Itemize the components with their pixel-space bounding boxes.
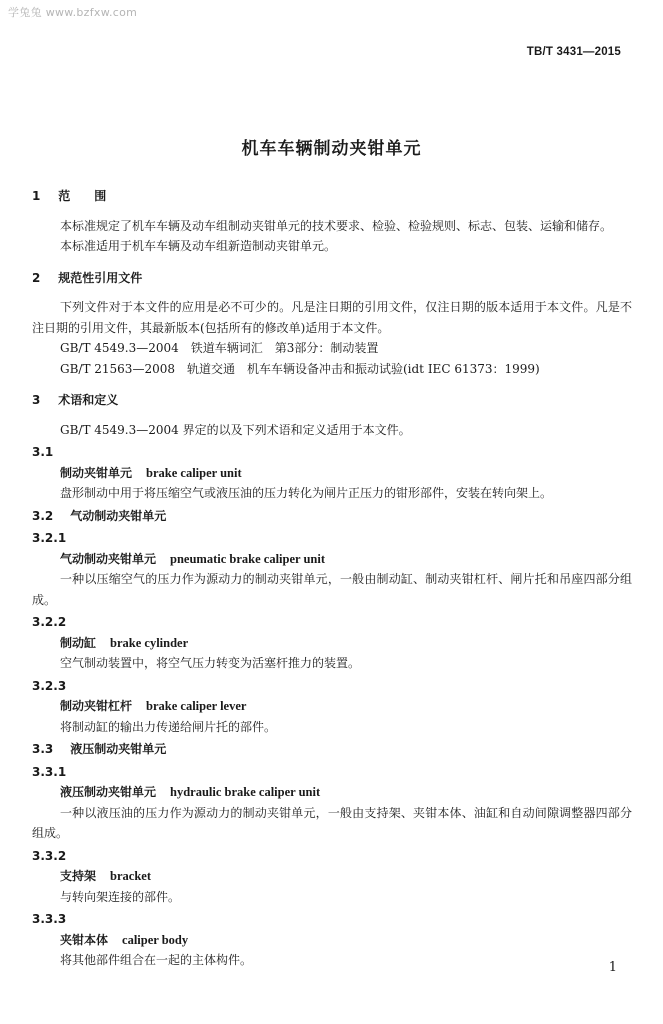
- term-name-en: caliper body: [122, 932, 189, 947]
- section-heading-scope: [32, 186, 632, 207]
- paragraph: 下列文件对于本文件的应用是必不可少的。凡是注日期的引用文件，仅注日期的版本适用于本文件。凡是不注日期的引用文件，其最新版本(包括所有的修改单)适用于本文件。: [32, 300, 632, 335]
- term-name: [32, 866, 632, 887]
- page-number: 1: [608, 960, 617, 975]
- section-number: 3: [32, 393, 41, 407]
- section-title: 术语和定义: [58, 393, 119, 407]
- term-name: [32, 463, 632, 484]
- term-definition: 将其他部件组合在一起的主体构件。: [60, 953, 253, 967]
- term-name-en: hydraulic brake caliper unit: [170, 785, 321, 799]
- paragraph: 本标准适用于机车车辆及动车组新造制动夹钳单元。: [60, 239, 337, 253]
- standard-code: TB/T 3431—2015: [526, 46, 621, 58]
- section-title: 范 围: [58, 189, 107, 203]
- term-name-zh: 制动缸: [60, 635, 97, 650]
- term-definition: 盘形制动中用于将压缩空气或液压油的压力转化为闸片正压力的钳形部件，安装在转向架上。: [60, 486, 553, 500]
- paragraph: 本标准规定了机车车辆及动车组制动夹钳单元的技术要求、检验、检验规则、标志、包装、运输和储存。: [60, 218, 613, 233]
- term-name-zh: 夹钳本体: [60, 932, 109, 947]
- paragraph: GB/T 4549.3—2004 界定的以及下列术语和定义适用于本文件。: [60, 422, 411, 437]
- page-title: 机车车辆制动夹钳单元: [241, 139, 422, 159]
- reference-item: GB/T 21563—2008 轨道交通 机车车辆设备冲击和振动试验(idt IEC 61373：1999): [60, 361, 540, 376]
- term-name-zh: 支持架: [60, 869, 97, 883]
- term-definition: 空气制动装置中，将空气压力转变为活塞杆推力的装置。: [60, 656, 361, 670]
- term-number: 3.3.3: [32, 912, 67, 926]
- term-definition: 与转向架连接的部件。: [60, 889, 181, 904]
- term-name-en: brake cylinder: [110, 635, 189, 650]
- term-number: 3.3.2: [32, 848, 67, 863]
- subsection-title: 液压制动夹钳单元: [70, 742, 167, 756]
- term-number: 3.1: [32, 445, 54, 459]
- term-name: [32, 782, 632, 803]
- term-name-en: pneumatic brake caliper unit: [170, 551, 325, 566]
- term-name-zh: 制动夹钳单元: [60, 465, 133, 480]
- term-name-zh: 液压制动夹钳单元: [60, 785, 157, 799]
- term-number: 3.2.3: [32, 678, 67, 693]
- subsection-number: 3.3: [32, 742, 54, 756]
- subsection-heading: [32, 739, 632, 760]
- term-number: 3.3.1: [32, 764, 67, 779]
- section-heading-normative-references: [32, 268, 632, 289]
- document-body: [32, 186, 632, 971]
- term-name: [32, 696, 632, 717]
- term-definition: 一种以压缩空气的压力作为源动力的制动夹钳单元，一般由制动缸、制动夹钳杠杆、闸片托和吊座四部分组成。: [32, 572, 632, 607]
- reference-item: GB/T 4549.3—2004 铁道车辆词汇 第3部分：制动装置: [60, 341, 379, 355]
- term-name-en: brake caliper unit: [146, 465, 242, 480]
- subsection-number: 3.2: [32, 508, 54, 523]
- subsection-heading: [32, 506, 632, 527]
- term-name-zh: 气动制动夹钳单元: [60, 551, 157, 566]
- term-name: [32, 549, 632, 570]
- term-number: 3.2.2: [32, 615, 67, 629]
- term-name-zh: 制动夹钳杠杆: [60, 699, 133, 713]
- subsection-title: 气动制动夹钳单元: [70, 508, 167, 523]
- term-definition: 将制动缸的输出力传递给闸片托的部件。: [60, 719, 277, 734]
- term-definition: 一种以液压油的压力作为源动力的制动夹钳单元，一般由支持架、夹钳本体、油缸和自动间隙调整器四部分组成。: [32, 805, 632, 840]
- section-heading-terms: [32, 390, 632, 411]
- section-number: 2: [32, 270, 41, 285]
- section-number: 1: [32, 189, 41, 203]
- term-name-en: brake caliper lever: [146, 699, 247, 713]
- term-name: [32, 633, 632, 654]
- term-name: [32, 930, 632, 951]
- watermark: 学兔兔 www.bzfxw.com: [8, 6, 138, 19]
- term-name-en: bracket: [110, 869, 151, 883]
- section-title: 规范性引用文件: [58, 270, 143, 285]
- term-number: 3.2.1: [32, 531, 67, 545]
